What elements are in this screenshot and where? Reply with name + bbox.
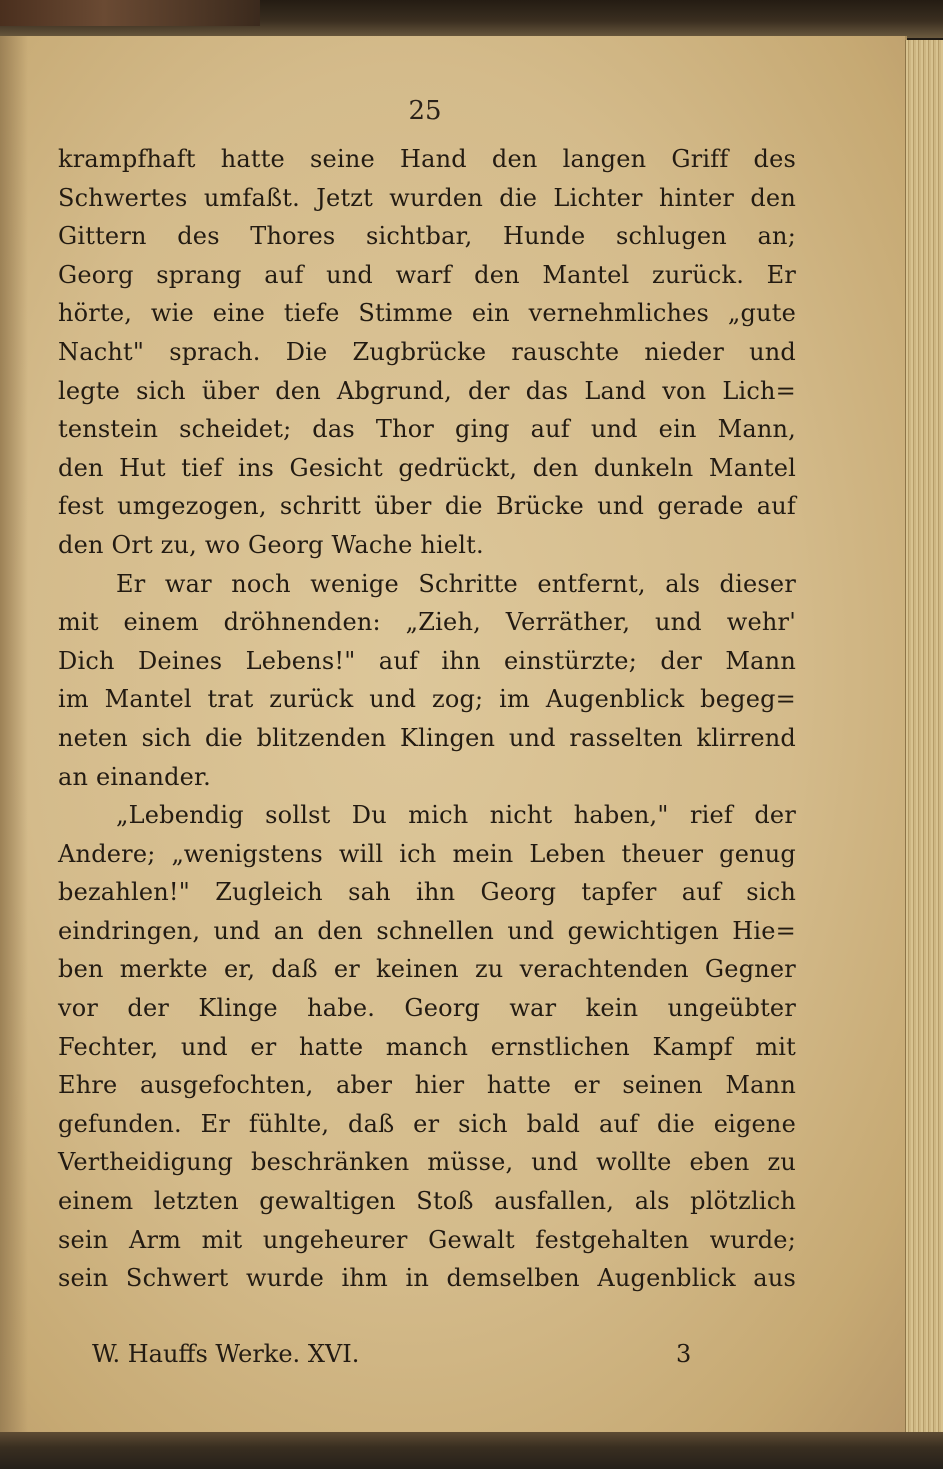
text-line: gefunden. Er fühlte, daß er sich bald auf die eigene	[58, 1109, 796, 1138]
text-line: „Lebendig sollst Du mich nicht haben," rief der	[116, 801, 796, 830]
text-line: krampfhaft hatte seine Hand den langen Griff des	[58, 145, 796, 173]
footer-signature: W. Hauffs Werke. XVI.	[92, 1340, 360, 1368]
text-line: einem letzten gewaltigen Stoß ausfallen, als plötzlich	[58, 1187, 796, 1216]
page-number: 25	[408, 96, 442, 126]
text-line: hörte, wie eine tiefe Stimme ein vernehmliches „gute	[58, 299, 796, 328]
text-line: Dich Deines Lebens!" auf ihn einstürzte; der Mann	[58, 646, 796, 675]
text-line: Andere; „wenigstens will ich mein Leben theuer genug	[58, 839, 796, 868]
text-line: bezahlen!" Zugleich sah ihn Georg tapfer auf sich	[58, 878, 796, 907]
text-line: vor der Klinge habe. Georg war kein ungeübter	[58, 994, 796, 1023]
text-line: Nacht" sprach. Die Zugbrücke rauschte nieder und	[58, 337, 796, 366]
text-line: Georg sprang auf und warf den Mantel zurück. Er	[58, 260, 796, 289]
text-line: Fechter, und er hatte manch ernstlichen Kampf mit	[58, 1032, 796, 1061]
text-line: Vertheidigung beschränken müsse, und wollte eben zu	[58, 1148, 796, 1177]
text-line: Ehre ausgefochten, aber hier hatte er seinen Mann	[58, 1071, 796, 1100]
text-line: ben merkte er, daß er keinen zu verachtenden Gegner	[58, 955, 796, 984]
text-line: Gittern des Thores sichtbar, Hunde schlugen an;	[58, 222, 796, 251]
footer-sheet-mark: 3	[676, 1340, 692, 1368]
body-text	[58, 140, 796, 1298]
cover-cloth	[0, 0, 260, 26]
page-edges	[905, 40, 943, 1432]
text-line: den Hut tief ins Gesicht gedrückt, den dunkeln Mantel	[58, 453, 796, 482]
text-line: mit einem dröhnenden: „Zieh, Verräther, und wehr'	[58, 608, 796, 637]
page-footer	[58, 1340, 796, 1380]
gutter-shadow	[0, 36, 28, 1436]
text-line: fest umgezogen, schritt über die Brücke und gerade auf	[58, 492, 796, 521]
top-binding	[0, 0, 943, 38]
text-line: eindringen, und an den schnellen und gewichtigen Hie=	[58, 916, 796, 945]
bottom-binding	[0, 1432, 943, 1469]
text-line: Schwertes umfaßt. Jetzt wurden die Lichter hinter den	[58, 183, 796, 212]
text-line: neten sich die blitzenden Klingen und rasselten klirrend	[58, 723, 796, 752]
text-line: im Mantel trat zurück und zog; im Augenblick begeg=	[58, 685, 796, 714]
text-line: an einander.	[58, 762, 211, 791]
text-line: Er war noch wenige Schritte entfernt, als dieser	[116, 569, 796, 598]
text-line: tenstein scheidet; das Thor ging auf und ein Mann,	[58, 415, 796, 444]
text-line: sein Schwert wurde ihm in demselben Augenblick aus	[58, 1264, 796, 1293]
text-line: den Ort zu, wo Georg Wache hielt.	[58, 530, 484, 559]
text-line: sein Arm mit ungeheurer Gewalt festgehalten wurde;	[58, 1225, 796, 1254]
text-line: legte sich über den Abgrund, der das Land von Lich=	[58, 376, 796, 405]
